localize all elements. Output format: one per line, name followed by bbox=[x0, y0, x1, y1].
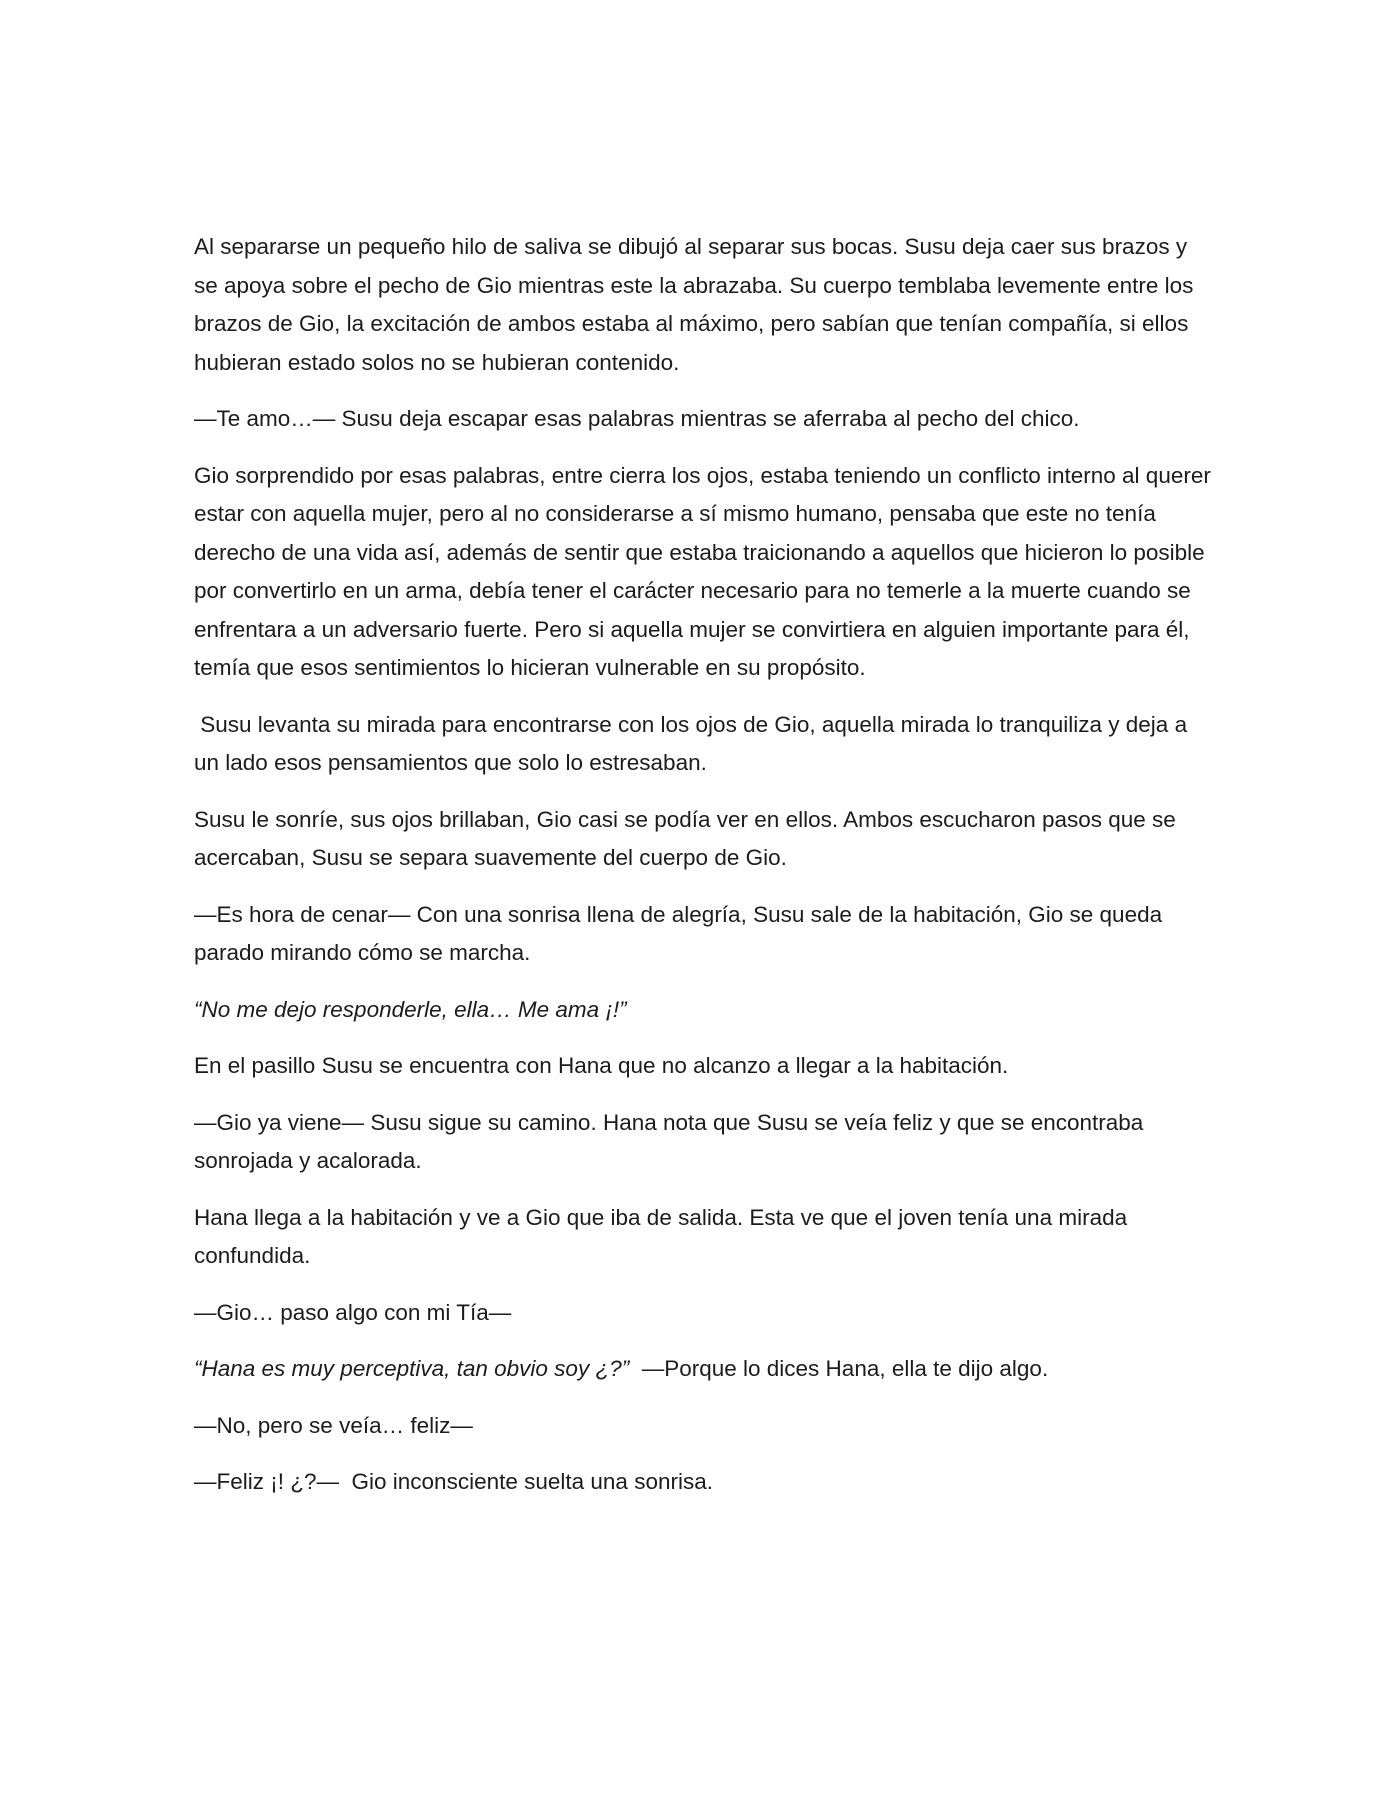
paragraph: Susu le sonríe, sus ojos brillaban, Gio casi se podía ver en ellos. Ambos escucharon pasos que se acercaban, Susu se separa suavemente del cuerpo de Gio. bbox=[194, 806, 1176, 870]
dialogue-line: —Es hora de cenar— Con una sonrisa llena de alegría, Susu sale de la habitación, Gio se queda parado mirando cómo se marcha. bbox=[194, 901, 1163, 965]
dialogue-line: —Te amo…— Susu deja escapar esas palabras mientras se aferraba al pecho del chico. bbox=[194, 406, 1080, 431]
mixed-thought-dialogue-line bbox=[194, 1350, 1216, 1389]
paragraph: Susu levanta su mirada para encontrarse con los ojos de Gio, aquella mirada lo tranquiliza y deja a un lado esos pensamientos que solo lo estresaban. bbox=[194, 711, 1194, 775]
dialogue-line: —Gio… paso algo con mi Tía— bbox=[194, 1299, 512, 1325]
paragraph: En el pasillo Susu se encuentra con Hana que no alcanzo a llegar a la habitación. bbox=[194, 1053, 1009, 1078]
document-page bbox=[194, 228, 1216, 1520]
dialogue-line: —Gio ya viene— Susu sigue su camino. Hana nota que Susu se veía feliz y que se encontraba sonrojada y acalorada. bbox=[194, 1109, 1144, 1173]
dialogue-line: —No, pero se veía… feliz— bbox=[194, 1412, 473, 1438]
paragraph: Al separarse un pequeño hilo de saliva se dibujó al separar sus bocas. Susu deja caer sus brazos y se apoya sobre el pecho de Gio mientras este la abrazaba. Su cuerpo temblaba levemente entre los brazos de Gio, la excitación de ambos estaba al máximo, pero sabían que tenían compañía, si ellos hubieran estado solos no se hubieran contenido. bbox=[194, 234, 1194, 375]
thought-text: “Hana es muy perceptiva, tan obvio soy ¿?” bbox=[194, 1356, 630, 1381]
dialogue-text: —Porque lo dices Hana, ella te dijo algo. bbox=[629, 1356, 1049, 1381]
dialogue-line: —Feliz ¡! ¿?— Gio inconsciente suelta una sonrisa. bbox=[194, 1469, 713, 1494]
paragraph: Hana llega a la habitación y ve a Gio que iba de salida. Esta ve que el joven tenía una mirada confundida. bbox=[194, 1204, 1128, 1268]
thought-line: “No me dejo responderle, ella… Me ama ¡!” bbox=[194, 996, 627, 1022]
paragraph: Gio sorprendido por esas palabras, entre cierra los ojos, estaba teniendo un conflicto interno al querer estar con aquella mujer, pero al no considerarse a sí mismo humano, pensaba que este no tenía derecho de una vida así, además de sentir que estaba traicionando a aquellos que hicieron lo posible por convertirlo en un arma, debía tener el carácter necesario para no temerle a la muerte cuando se enfrentara a un adversario fuerte. Pero si aquella mujer se convirtiera en alguien importante para él, temía que esos sentimientos lo hicieran vulnerable en su propósito. bbox=[194, 462, 1211, 680]
